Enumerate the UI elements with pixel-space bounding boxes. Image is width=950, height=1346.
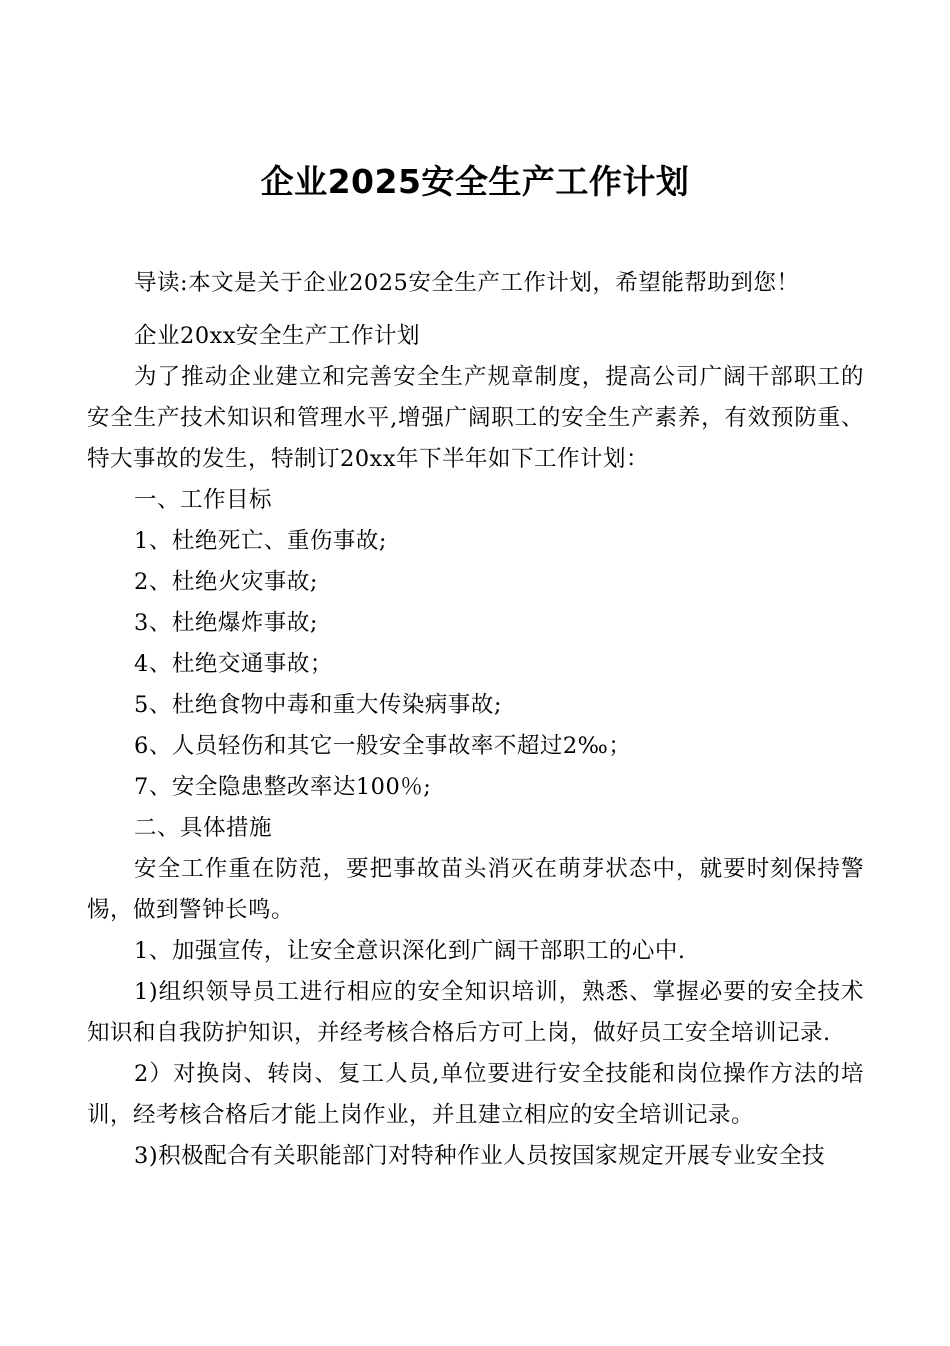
goal-item: 4、杜绝交通事故； [134, 651, 333, 677]
goal-item: 3、杜绝爆炸事故; [134, 610, 318, 636]
document-body [87, 263, 864, 1177]
measure-subitem: 1)组织领导员工进行相应的安全知识培训，熟悉、掌握必要的安全技术知识和自我防护知识，并经考核合格后方可上岗，做好员工安全培训记录. [87, 979, 864, 1046]
section-heading-goals: 一、工作目标 [134, 487, 273, 513]
measure-item: 1、加强宣传，让安全意识深化到广阔干部职工的心中. [134, 938, 686, 964]
subtitle-paragraph: 企业20xx安全生产工作计划 [134, 323, 421, 349]
goal-item: 7、安全隐患整改率达100％; [134, 774, 432, 800]
body-paragraph: 安全工作重在防范，要把事故苗头消灭在萌芽状态中，就要时刻保持警惕，做到警钟长鸣。 [87, 856, 864, 923]
goal-item: 1、杜绝死亡、重伤事故; [134, 528, 387, 554]
intro-paragraph: 导读:本文是关于企业2025安全生产工作计划，希望能帮助到您！ [134, 270, 800, 296]
measure-subitem: 3)积极配合有关职能部门对特种作业人员按国家规定开展专业安全技 [134, 1143, 826, 1169]
goal-item: 5、杜绝食物中毒和重大传染病事故; [134, 692, 502, 718]
purpose-paragraph: 为了推动企业建立和完善安全生产规章制度，提高公司广阔干部职工的安全生产技术知识和管理水平,增强广阔职工的安全生产素养，有效预防重、特大事故的发生，特制订20xx年下半年如下工作计划： [87, 364, 864, 472]
goal-item: 2、杜绝火灾事故; [134, 569, 318, 595]
document-title: 企业2025安全生产工作计划 [260, 162, 690, 201]
section-heading-measures: 二、具体措施 [134, 815, 273, 841]
measure-subitem: 2）对换岗、转岗、复工人员,单位要进行安全技能和岗位操作方法的培训，经考核合格后才能上岗作业，并且建立相应的安全培训记录。 [87, 1061, 864, 1128]
goal-item: 6、人员轻伤和其它一般安全事故率不超过2‰； [134, 733, 632, 759]
